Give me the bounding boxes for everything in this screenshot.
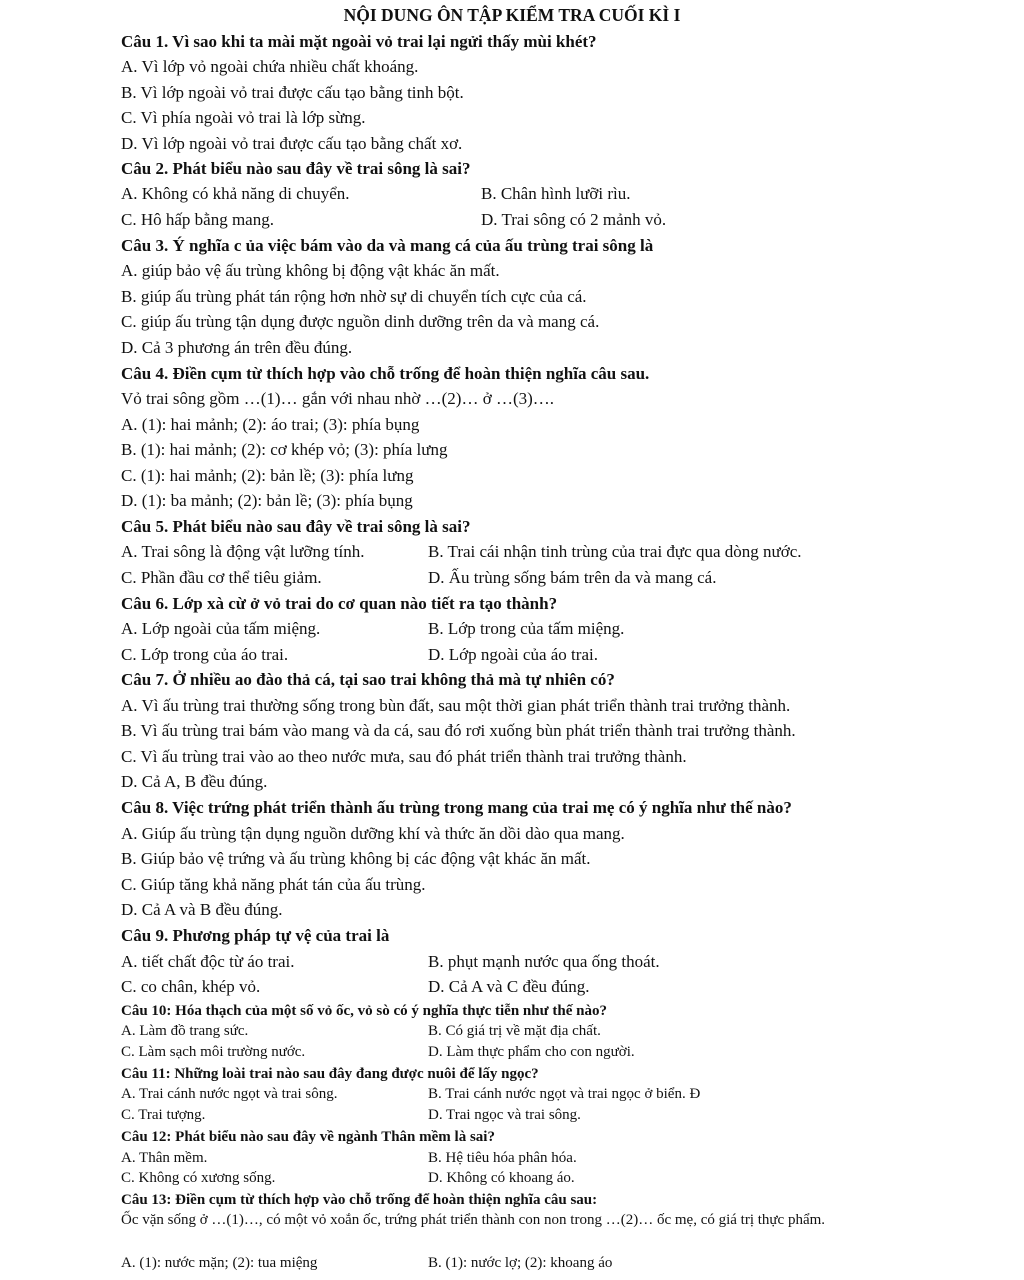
question-5: Câu 5. Phát biểu nào sau đây về trai sông là sai?	[121, 517, 471, 536]
question-7: Câu 7. Ở nhiều ao đào thả cá, tại sao trai không thả mà tự nhiên có?	[121, 670, 615, 689]
q3-option-a: A. giúp bảo vệ ấu trùng không bị động vật khác ăn mất.	[121, 261, 500, 280]
q8-option-c: C. Giúp tăng khả năng phát tán của ấu trùng.	[121, 875, 426, 894]
q7-option-d: D. Cả A, B đều đúng.	[121, 772, 268, 791]
question-11: Câu 11: Những loài trai nào sau đây đang được nuôi để lấy ngọc?	[121, 1066, 539, 1082]
question-2: Câu 2. Phát biểu nào sau đây về trai sông là sai?	[121, 159, 471, 178]
question-1: Câu 1. Vì sao khi ta mài mặt ngoài vỏ trai lại ngửi thấy mùi khét?	[121, 32, 597, 51]
q9-option-d: D. Cả A và C đều đúng.	[428, 977, 590, 996]
q8-option-d: D. Cả A và B đều đúng.	[121, 900, 283, 919]
q4-stem: Vỏ trai sông gồm …(1)… gắn với nhau nhờ …(2)… ở …(3)….	[121, 389, 555, 408]
q11-option-a: A. Trai cánh nước ngọt và trai sông.	[121, 1086, 338, 1102]
q2-option-a: A. Không có khả năng di chuyển.	[121, 184, 350, 203]
q11-option-d: D. Trai ngọc và trai sông.	[428, 1107, 581, 1123]
q2-option-d: D. Trai sông có 2 mảnh vỏ.	[481, 210, 667, 229]
question-13: Câu 13: Điền cụm từ thích hợp vào chỗ trống để hoàn thiện nghĩa câu sau:	[121, 1192, 598, 1208]
question-3: Câu 3. Ý nghĩa c ủa việc bám vào da và mang cá của ấu trùng trai sông là	[121, 236, 654, 255]
q4-option-c: C. (1): hai mảnh; (2): bản lề; (3): phía lưng	[121, 466, 414, 485]
q11-option-b: B. Trai cánh nước ngọt và trai ngọc ở biển. Đ	[428, 1086, 701, 1102]
q5-option-b: B. Trai cái nhận tinh trùng của trai đực qua dòng nước.	[428, 542, 802, 561]
question-6: Câu 6. Lớp xà cừ ở vỏ trai do cơ quan nào tiết ra tạo thành?	[121, 594, 558, 613]
question-9: Câu 9. Phương pháp tự vệ của trai là	[121, 926, 390, 945]
q3-option-d: D. Cả 3 phương án trên đều đúng.	[121, 338, 353, 357]
q13-option-b: B. (1): nước lợ; (2): khoang áo	[428, 1255, 613, 1271]
q4-option-d: D. (1): ba mảnh; (2): bản lề; (3): phía bụng	[121, 491, 413, 510]
q10-option-c: C. Làm sạch môi trường nước.	[121, 1044, 306, 1060]
q9-option-a: A. tiết chất độc từ áo trai.	[121, 952, 295, 971]
q13-stem: Ốc vặn sống ở …(1)…, có một vỏ xoắn ốc, trứng phát triển thành con non trong …(2)… ốc mẹ, có giá trị thực phẩm.	[121, 1212, 826, 1228]
q12-option-a: A. Thân mềm.	[121, 1150, 208, 1166]
q12-option-d: D. Không có khoang áo.	[428, 1170, 575, 1186]
q5-option-c: C. Phần đầu cơ thể tiêu giảm.	[121, 568, 322, 587]
question-4: Câu 4. Điền cụm từ thích hợp vào chỗ trống để hoàn thiện nghĩa câu sau.	[121, 364, 650, 383]
q8-option-a: A. Giúp ấu trùng tận dụng nguồn dưỡng khí và thức ăn dồi dào qua mang.	[121, 824, 625, 843]
q8-option-b: B. Giúp bảo vệ trứng và ấu trùng không bị các động vật khác ăn mất.	[121, 849, 591, 868]
q5-option-a: A. Trai sông là động vật lưỡng tính.	[121, 542, 365, 561]
q5-option-d: D. Ấu trùng sống bám trên da và mang cá.	[428, 568, 717, 587]
q1-option-c: C. Vì phía ngoài vỏ trai là lớp sừng.	[121, 108, 366, 127]
q1-option-a: A. Vì lớp vỏ ngoài chứa nhiều chất khoáng.	[121, 57, 419, 76]
q3-option-b: B. giúp ấu trùng phát tán rộng hơn nhờ sự di chuyển tích cực của cá.	[121, 287, 587, 306]
q11-option-c: C. Trai tượng.	[121, 1107, 206, 1123]
q6-option-b: B. Lớp trong của tấm miệng.	[428, 619, 625, 638]
q13-option-a: A. (1): nước mặn; (2): tua miệng	[121, 1255, 318, 1271]
q1-option-d: D. Vì lớp ngoài vỏ trai được cấu tạo bằng chất xơ.	[121, 134, 463, 153]
q3-option-c: C. giúp ấu trùng tận dụng được nguồn dinh dưỡng trên da và mang cá.	[121, 312, 600, 331]
q10-option-d: D. Làm thực phẩm cho con người.	[428, 1044, 635, 1060]
q10-option-b: B. Có giá trị về mặt địa chất.	[428, 1023, 601, 1039]
q6-option-c: C. Lớp trong của áo trai.	[121, 645, 289, 664]
q7-option-b: B. Vì ấu trùng trai bám vào mang và da cá, sau đó rơi xuống bùn phát triển thành trai trưởng thành.	[121, 721, 796, 740]
q9-option-c: C. co chân, khép vỏ.	[121, 977, 261, 996]
q2-option-c: C. Hô hấp bằng mang.	[121, 210, 274, 229]
q6-option-d: D. Lớp ngoài của áo trai.	[428, 645, 598, 664]
q9-option-b: B. phụt mạnh nước qua ống thoát.	[428, 952, 660, 971]
question-10: Câu 10: Hóa thạch của một số vỏ ốc, vỏ sò có ý nghĩa thực tiễn như thế nào?	[121, 1003, 607, 1019]
q1-option-b: B. Vì lớp ngoài vỏ trai được cấu tạo bằng tinh bột.	[121, 83, 464, 102]
q7-option-a: A. Vì ấu trùng trai thường sống trong bùn đất, sau một thời gian phát triển thành trai trưởng thành.	[121, 696, 791, 715]
q10-option-a: A. Làm đồ trang sức.	[121, 1023, 249, 1039]
q7-option-c: C. Vì ấu trùng trai vào ao theo nước mưa, sau đó phát triển thành trai trưởng thành.	[121, 747, 687, 766]
q4-option-a: A. (1): hai mảnh; (2): áo trai; (3): phía bụng	[121, 415, 420, 434]
q12-option-b: B. Hệ tiêu hóa phân hóa.	[428, 1150, 577, 1166]
question-12: Câu 12: Phát biểu nào sau đây về ngành Thân mềm là sai?	[121, 1129, 495, 1145]
q12-option-c: C. Không có xương sống.	[121, 1170, 276, 1186]
q4-option-b: B. (1): hai mảnh; (2): cơ khép vỏ; (3): phía lưng	[121, 440, 448, 459]
page-title: NỘI DUNG ÔN TẬP KIỂM TRA CUỐI KÌ I	[343, 5, 681, 25]
q2-option-b: B. Chân hình lưỡi rìu.	[481, 184, 631, 203]
q6-option-a: A. Lớp ngoài của tấm miệng.	[121, 619, 321, 638]
question-8: Câu 8. Việc trứng phát triển thành ấu trùng trong mang của trai mẹ có ý nghĩa như thế nào?	[121, 798, 792, 817]
